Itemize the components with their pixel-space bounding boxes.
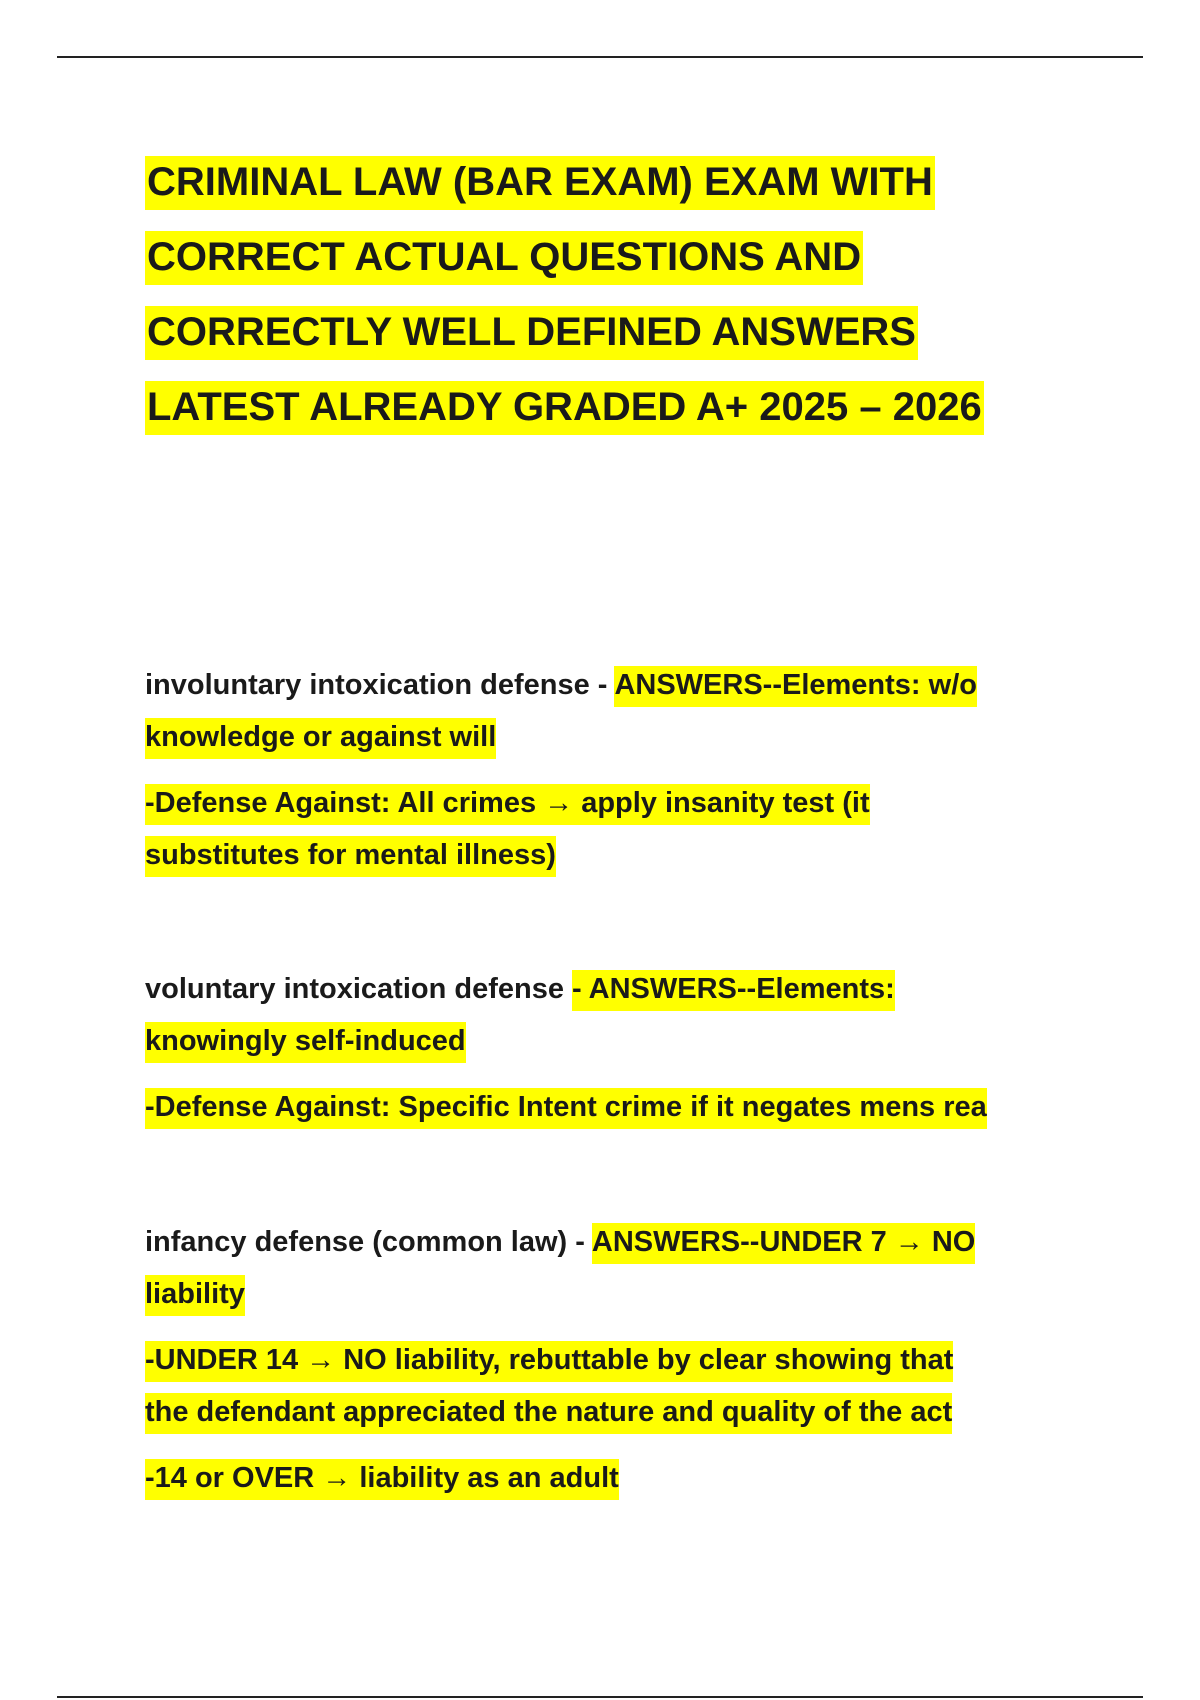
answer-text: knowingly self-induced: [145, 1022, 466, 1063]
answer-text: substitutes for mental illness): [145, 836, 556, 877]
document-title: [145, 145, 1105, 445]
answer-text: -14 or OVER → liability as an adult: [145, 1459, 619, 1500]
answer-text: - ANSWERS--Elements:: [572, 970, 895, 1011]
top-rule: [57, 56, 1143, 58]
title-line: CORRECT ACTUAL QUESTIONS AND: [145, 220, 1105, 295]
bottom-rule: [57, 1696, 1143, 1698]
answer-text: the defendant appreciated the nature and quality of the act: [145, 1393, 952, 1434]
question-term: voluntary intoxication defense: [145, 973, 573, 1005]
title-line: CORRECTLY WELL DEFINED ANSWERS: [145, 295, 1105, 370]
question-term: involuntary intoxication defense -: [145, 669, 615, 701]
answer-text: -Defense Against: All crimes → apply insanity test (it: [145, 784, 870, 825]
answer-text: -Defense Against: Specific Intent crime if it negates mens rea: [145, 1088, 987, 1129]
question-term: infancy defense (common law) -: [145, 1226, 592, 1258]
answer-text: ANSWERS--UNDER 7 → NO: [592, 1223, 975, 1264]
qa-entry-involuntary-intoxication: [145, 659, 1075, 881]
answer-text: liability: [145, 1275, 245, 1316]
qa-entry-voluntary-intoxication: [145, 963, 1075, 1133]
title-line: CRIMINAL LAW (BAR EXAM) EXAM WITH: [145, 145, 1105, 220]
qa-entry-infancy-defense: [145, 1216, 1075, 1504]
answer-text: knowledge or against will: [145, 718, 496, 759]
answer-text: ANSWERS--Elements: w/o: [614, 666, 977, 707]
answer-text: -UNDER 14 → NO liability, rebuttable by clear showing that: [145, 1341, 953, 1382]
title-line: LATEST ALREADY GRADED A+ 2025 – 2026: [145, 370, 1105, 445]
